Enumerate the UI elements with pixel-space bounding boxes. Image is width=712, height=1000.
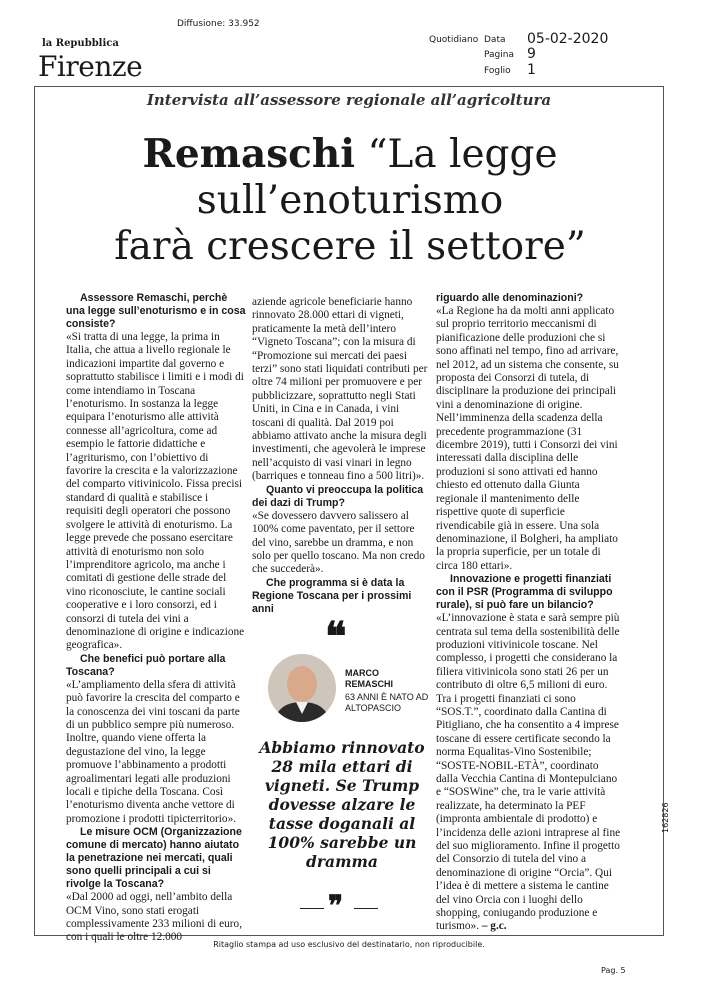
open-quote-icon: ❝ [325, 613, 347, 660]
reproduction-notice: Ritaglio stampa ad uso esclusivo del destinatario, non riproducibile. [213, 940, 485, 949]
portrait-photo [268, 654, 336, 722]
answer-3: «Dal 2000 ad oggi, nell’ambito della OCM Vino, sono stati erogati complessivamente 233 milioni di euro, con i quali le oltre 12.000 [66, 891, 243, 944]
column-3 [436, 292, 621, 934]
caption-first-name: MARCO [345, 668, 379, 678]
answer-6 [436, 612, 621, 934]
portrait-image [268, 654, 336, 722]
pull-quote: Abbiamo rinnovato 28 mila ettari di vigneti. Se Trump dovesse alzare le tasse doganali al 100% sarebbe un dramma [259, 738, 425, 871]
article-kicker: Intervista all’assessore regionale all’agricoltura [146, 91, 552, 109]
answer-3-continued: aziende agricole beneficiarie hanno rinnovato 28.000 ettari di vigneti, praticamente la metà dell’intero “Vigneto Toscana”; con la misura di “Promozione sui mercati dei paesi terzi” sono stati liquidati contributi per oltre 74 milioni per promuovere e per pubblicizzare, soprattutto negli Stati Uniti, in Cina e in Canada, i vini toscani di qualità. Dal 2019 poi abbiamo attivato anche la misura degli investimenti, che agevolerà le imprese nell’acquisto di vasi vinari in legno (barriques e tonneau fino a 500 litri)». [252, 296, 428, 483]
question-6: Innovazione e progetti finanziati con il PSR (Programma di sviluppo rurale), si può fare un bilancio? [436, 573, 613, 612]
question-3: Le misure OCM (Organizzazione comune di mercato) hanno aiutato la penetrazione nei mercati, quali sono quelli principali a cui si rivolge la Toscana? [66, 826, 242, 891]
caption-name [345, 668, 393, 690]
question-5: Che programma si è data la Regione Toscana per i prossimi anni [252, 576, 412, 615]
answer-1: «Si tratta di una legge, la prima in Italia, che attua a livello regionale le indicazioni impartite dal governo e soprattutto stabilisce i limiti e i modi di come intendiamo in Toscana l’enoturismo. In sostanza la legge equipara l’enoturismo alle attività connesse all’agricoltura, come ad esempio le fattorie didattiche e l’agriturismo, con l’obiettivo di favorire la crescita e la valorizzazione del comparto vitivinicolo. Fissa precisi standard di qualità e stabilisce i requisiti degli operatori che possono svolgere le attività di enoturismo. La legge prevede che possano esercitare attività di enoturismo non solo l’imprenditore agricolo, ma anche i comitati di gestione delle strade del vino riconosciute, le cantine sociali cooperative e i loro consorzi, ed i consorzi di tutela dei vini a denominazione di origine e indicazione geografica». [66, 331, 245, 652]
type-label: Quotidiano [429, 35, 479, 45]
date-value: 05-02-2020 [527, 31, 609, 47]
page-number: Pag. 5 [601, 966, 626, 975]
clipping-code: 162826 [661, 802, 670, 833]
headline-line-1-text: “La legge [355, 132, 558, 177]
close-quote-icon: ❞ [328, 889, 344, 922]
sheet-label: Foglio [484, 66, 511, 76]
newspaper-name: la Repubblica [42, 38, 119, 49]
edition-name: Firenze [38, 50, 143, 83]
question-2: Che benefici può portare alla Toscana? [66, 652, 226, 678]
answer-5: «La Regione ha da molti anni applicato sul proprio territorio meccanismi di pianificazione delle produzioni che si sono affinati nel tempo, fino ad arrivare, nel 2012, ad un sistema che consente, su proposta dei Consorzi di tutela, di disciplinare la produzione dei principali vini a denominazione di origine. Nell’imminenza della scadenza della precedente programmazione (31 dicembre 2019), tutti i Consorzi dei vini interessati dalla disciplina delle produzioni si sono attivati ed hanno chiesto ed ottenuto dalla Giunta regionale il mantenimento delle rispettive quote di superficie rivendicabile già in essere. Una sola denominazione, il Bolgheri, ha ampliato la propria superficie, per un totale di circa 180 ettari». [436, 305, 619, 572]
answer-6-text: «L’innovazione è stata e sarà sempre più centrata sul tema della sostenibilità delle produzioni vitivinicole toscane. Nel complesso, i progetti che considerano la filiera vitivinicola sono stati 26 per un contributo di oltre 6,5 milioni di euro. Tra i progetti finanziati ci sono “SOS.T.”, coordinato dalla Cantina di Pitigliano, che ha consentito a 4 imprese toscane di essere certificate secondo la norma Equalitas-Vino Sostenibile; “SOSTE-NOBIL-ETÀ”, coordinato dalla Vecchia Cantina di Montepulciano e “SOSWine” che, tra le varie attività realizzate, ha determinato la PEF (impronta ambientale di prodotto) e l’incidenza delle azioni intraprese al fine del suo miglioramento. Infine il progetto del Consorzio di tutela del vino a denominazione di origine “Orcia”. Qui l’idea è di mettere a sistema le cantine del vino Orcia con i luoghi dello shopping, coniugando produzione e turismo». [436, 612, 621, 933]
diffusione-label: Diffusione: 33.952 [177, 19, 260, 29]
headline-name: Remaschi [142, 131, 356, 177]
caption-description: 63 ANNI È NATO AD ALTOPASCIO [345, 692, 429, 713]
pull-quote-rule-left [300, 908, 324, 909]
pull-quote-rule-right [354, 908, 378, 909]
headline-line-3: farà crescere il settore” [114, 224, 586, 269]
article-headline [60, 131, 640, 270]
headline-line-2: sull’enoturismo [196, 178, 504, 223]
answer-2: «L’ampliamento della sfera di attività può favorire la crescita del comparto e la conoscenza dei vini toscani da parte di un pubblico sempre più numeroso. Inoltre, quando viene offerta la degustazione del vino, la legge promuove l’abbinamento a prodotti agroalimentari legati alle produzioni locali e tipiche della Toscana. Così l’enoturismo diventa anche vettore di promozione i prodotti tipicterritorio». [66, 678, 240, 825]
answer-4: «Se dovessero davvero salissero al 100% come paventato, per il settore del vino, sarebbe un dramma, e non solo per quello toscano. Ma non credo che succederà». [252, 509, 425, 576]
question-5-continued: riguardo alle denominazioni? [436, 292, 584, 304]
sheet-value: 1 [527, 62, 536, 78]
headline-line-1 [60, 131, 640, 178]
column-1 [66, 292, 246, 945]
author-signature: – g.c. [479, 920, 507, 933]
page-value: 9 [527, 46, 536, 62]
question-1: Assessore Remaschi, perchè una legge sull’enoturismo e in cosa consiste? [66, 292, 246, 330]
page-label: Pagina [484, 50, 514, 60]
caption-last-name: REMASCHI [345, 679, 394, 689]
column-2 [252, 296, 429, 616]
date-label: Data [484, 35, 506, 45]
question-4: Quanto vi preoccupa la politica dei dazi di Trump? [252, 483, 424, 509]
